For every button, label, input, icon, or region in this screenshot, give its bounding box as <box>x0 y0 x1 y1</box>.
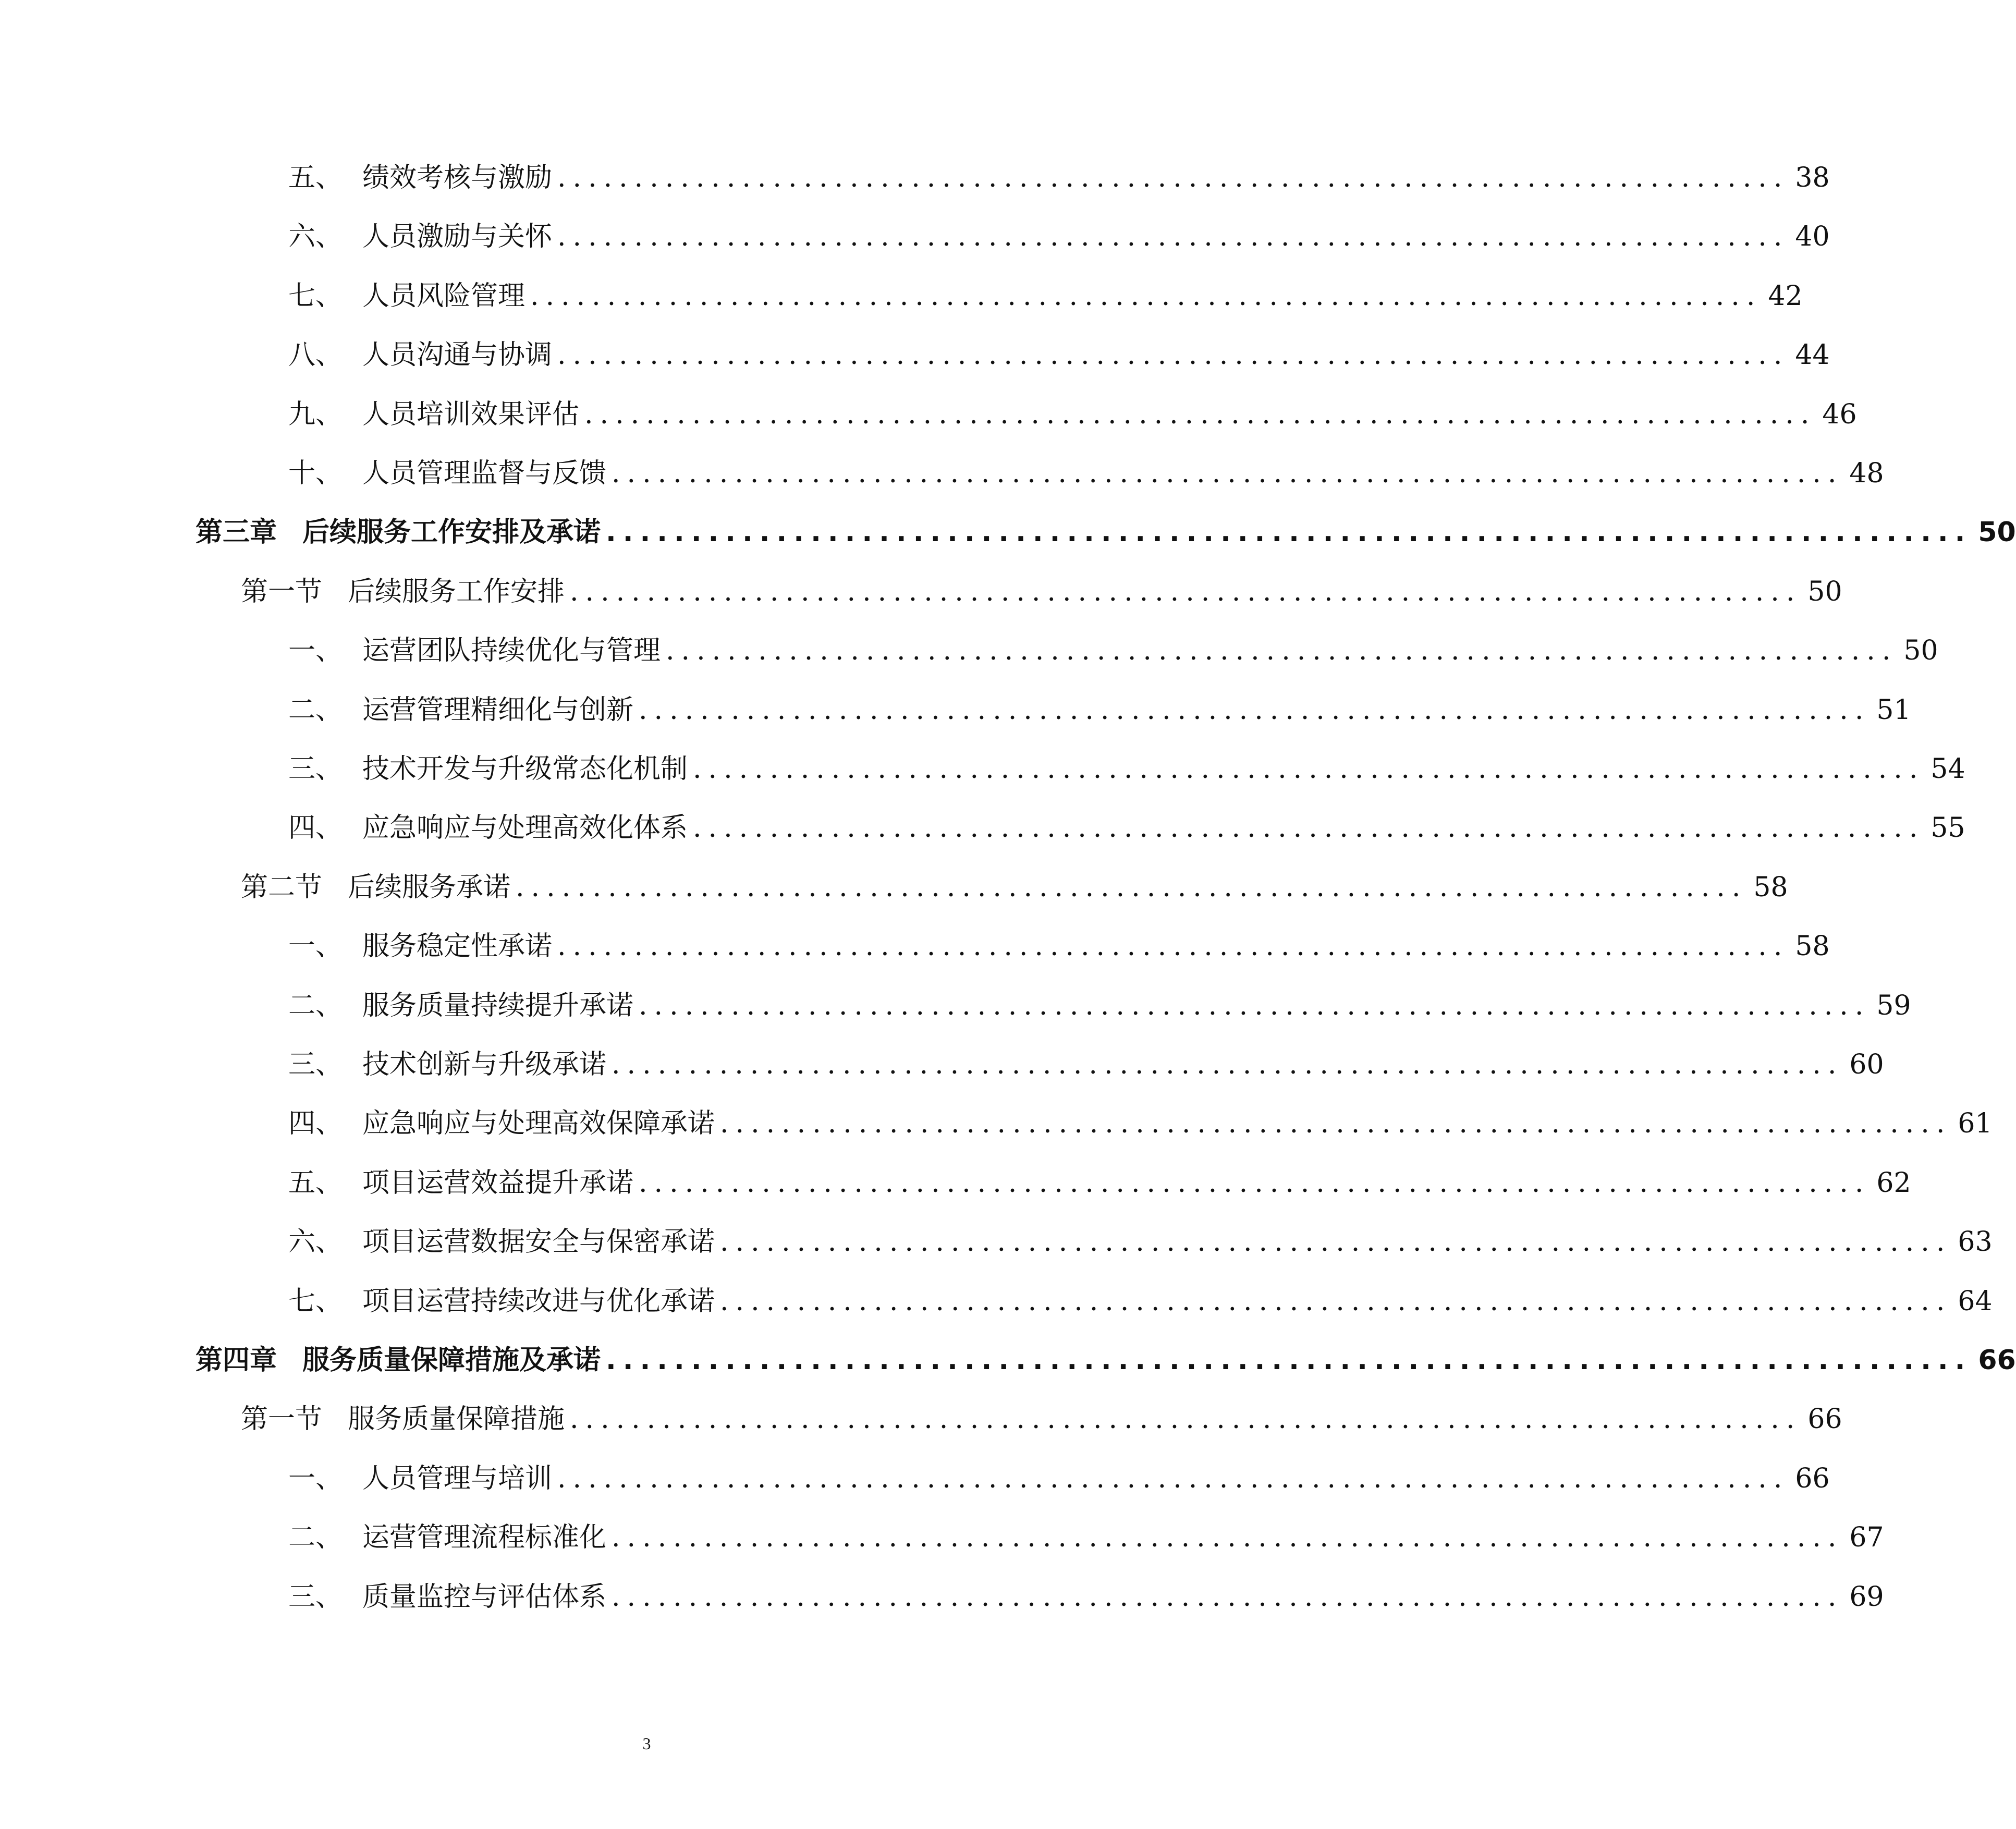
toc-dot-leader: ................................................................................ <box>606 1345 1972 1376</box>
toc-entry-title: 服务质量保障措施及承诺 <box>302 1345 601 1376</box>
toc-entry-page: 54 <box>1931 753 1965 785</box>
toc-entry-item[interactable] <box>288 1455 1830 1502</box>
toc-entry-title: 运营管理精细化与创新 <box>362 694 634 726</box>
toc-entry-section[interactable] <box>241 864 1788 911</box>
toc-entry-number: 三、 <box>288 1581 343 1613</box>
toc-entry-title: 人员沟通与协调 <box>362 339 553 371</box>
toc-entry-title: 服务质量持续提升承诺 <box>362 990 634 1021</box>
toc-entry-number: 七、 <box>288 1286 343 1317</box>
toc-dot-leader: ................................................................................ <box>530 281 1762 312</box>
toc-dot-leader: ................................................................................ <box>612 1049 1843 1080</box>
toc-entry-item[interactable] <box>288 450 1884 497</box>
toc-entry-item[interactable] <box>288 687 1911 734</box>
toc-entry-page: 48 <box>1849 458 1884 489</box>
toc-dot-leader: ................................................................................ <box>557 162 1789 193</box>
toc-entry-item[interactable] <box>288 213 1830 260</box>
toc-entry-page: 66 <box>1795 1463 1830 1494</box>
toc-entry-number: 第四章 <box>196 1345 277 1376</box>
toc-entry-chapter[interactable] <box>196 1337 2016 1384</box>
toc-entry-page: 67 <box>1849 1522 1884 1553</box>
toc-dot-leader: ................................................................................ <box>612 458 1843 489</box>
toc-dot-leader: ................................................................................ <box>612 1581 1843 1613</box>
toc-entry-chapter[interactable] <box>196 509 2016 556</box>
toc-entry-section[interactable] <box>241 568 1842 615</box>
toc-entry-page: 58 <box>1795 931 1830 962</box>
toc-entry-page: 51 <box>1876 694 1911 726</box>
toc-entry-title: 运营团队持续优化与管理 <box>362 635 661 666</box>
toc-entry-number: 六、 <box>288 1226 343 1258</box>
toc-entry-page: 38 <box>1795 162 1830 193</box>
toc-entry-number: 二、 <box>288 990 343 1021</box>
toc-entry-page: 69 <box>1849 1581 1884 1613</box>
toc-entry-number: 一、 <box>288 635 343 666</box>
toc-entry-title: 后续服务工作安排及承诺 <box>302 517 601 548</box>
toc-entry-number: 五、 <box>288 1167 343 1199</box>
toc-entry-number: 第三章 <box>196 517 277 548</box>
toc-entry-number: 十、 <box>288 458 343 489</box>
toc-dot-leader: ................................................................................ <box>693 753 1925 785</box>
toc-entry-item[interactable] <box>288 332 1830 379</box>
toc-entry-title: 服务质量保障措施 <box>348 1404 565 1435</box>
toc-dot-leader: ................................................................................ <box>557 931 1789 962</box>
toc-entry-item[interactable] <box>288 1160 1911 1206</box>
toc-entry-number: 一、 <box>288 931 343 962</box>
toc-entry-title: 项目运营数据安全与保密承诺 <box>362 1226 715 1258</box>
toc-dot-leader: ................................................................................ <box>570 576 1802 607</box>
toc-entry-item[interactable] <box>288 1278 1993 1325</box>
toc-entry-number: 四、 <box>288 812 343 844</box>
toc-entry-item[interactable] <box>288 1574 1884 1620</box>
toc-entry-title: 技术创新与升级承诺 <box>362 1049 607 1080</box>
toc-entry-title: 应急响应与处理高效保障承诺 <box>362 1108 715 1139</box>
toc-entry-number: 第一节 <box>241 576 323 607</box>
toc-dot-leader: ................................................................................ <box>557 339 1789 371</box>
toc-dot-leader: ................................................................................ <box>606 517 1972 548</box>
toc-dot-leader: ................................................................................ <box>720 1108 1952 1139</box>
toc-entry-page: 46 <box>1822 399 1857 430</box>
toc-entry-item[interactable] <box>288 746 1965 792</box>
toc-entry-page: 55 <box>1931 812 1965 844</box>
toc-entry-page: 66 <box>1807 1404 1842 1435</box>
toc-dot-leader: ................................................................................ <box>639 990 1871 1021</box>
toc-entry-number: 二、 <box>288 694 343 726</box>
toc-entry-title: 应急响应与处理高效化体系 <box>362 812 688 844</box>
toc-dot-leader: ................................................................................ <box>570 1404 1802 1435</box>
toc-entry-title: 人员管理与培训 <box>362 1463 553 1494</box>
toc-entry-page: 50 <box>1903 635 1938 666</box>
toc-entry-title: 服务稳定性承诺 <box>362 931 553 962</box>
toc-entry-number: 八、 <box>288 339 343 371</box>
toc-dot-leader: ................................................................................ <box>612 1522 1843 1553</box>
toc-entry-page: 50 <box>1807 576 1842 607</box>
toc-entry-title: 人员激励与关怀 <box>362 221 553 252</box>
toc-dot-leader: ................................................................................ <box>639 1167 1871 1199</box>
toc-entry-title: 运营管理流程标准化 <box>362 1522 607 1553</box>
toc-entry-title: 项目运营效益提升承诺 <box>362 1167 634 1199</box>
toc-entry-title: 人员培训效果评估 <box>362 399 580 430</box>
toc-entry-number: 三、 <box>288 753 343 785</box>
toc-entry-item[interactable] <box>288 627 1938 674</box>
toc-entry-title: 质量监控与评估体系 <box>362 1581 607 1613</box>
toc-dot-leader: ................................................................................ <box>557 221 1789 252</box>
toc-entry-number: 二、 <box>288 1522 343 1553</box>
toc-dot-leader: ................................................................................ <box>693 812 1925 844</box>
toc-entry-title: 项目运营持续改进与优化承诺 <box>362 1286 715 1317</box>
toc-entry-page: 64 <box>1958 1286 1993 1317</box>
toc-entry-number: 第二节 <box>241 872 323 903</box>
toc-entry-number: 七、 <box>288 281 343 312</box>
toc-entry-page: 66 <box>1978 1345 2016 1376</box>
toc-entry-item[interactable] <box>288 391 1857 438</box>
toc-entry-section[interactable] <box>241 1396 1842 1443</box>
toc-entry-page: 40 <box>1795 221 1830 252</box>
toc-entry-title: 绩效考核与激励 <box>362 162 553 193</box>
page-number: 3 <box>642 1734 651 1753</box>
toc-entry-title: 技术开发与升级常态化机制 <box>362 753 688 785</box>
toc-entry-number: 第一节 <box>241 1404 323 1435</box>
toc-entry-item[interactable] <box>288 154 1830 201</box>
toc-entry-item[interactable] <box>288 273 1803 320</box>
toc-dot-leader: ................................................................................ <box>720 1226 1952 1258</box>
toc-entry-page: 59 <box>1876 990 1911 1021</box>
toc-dot-leader: ................................................................................ <box>516 872 1748 903</box>
toc-dot-leader: ................................................................................ <box>557 1463 1789 1494</box>
toc-entry-number: 九、 <box>288 399 343 430</box>
toc-entry-item[interactable] <box>288 1514 1884 1561</box>
toc-entry-page: 60 <box>1849 1049 1884 1080</box>
toc-entry-item[interactable] <box>288 982 1911 1029</box>
toc-entry-page: 44 <box>1795 339 1830 371</box>
toc-entry-item[interactable] <box>288 804 1965 851</box>
toc-entry-number: 四、 <box>288 1108 343 1139</box>
toc-entry-item[interactable] <box>288 923 1830 970</box>
toc-entry-page: 42 <box>1768 281 1803 312</box>
toc-entry-title: 人员风险管理 <box>362 281 526 312</box>
toc-entry-page: 58 <box>1753 872 1788 903</box>
toc-entry-page: 63 <box>1958 1226 1993 1258</box>
toc-entry-number: 一、 <box>288 1463 343 1494</box>
toc-dot-leader: ................................................................................ <box>666 635 1898 666</box>
toc-entry-title: 人员管理监督与反馈 <box>362 458 607 489</box>
toc-entry-title: 后续服务承诺 <box>348 872 511 903</box>
toc-entry-number: 五、 <box>288 162 343 193</box>
toc-entry-item[interactable] <box>288 1041 1884 1088</box>
toc-dot-leader: ................................................................................ <box>720 1286 1952 1317</box>
toc-entry-item[interactable] <box>288 1100 1993 1147</box>
toc-dot-leader: ................................................................................ <box>584 399 1816 430</box>
toc-entry-page: 61 <box>1958 1108 1993 1139</box>
toc-dot-leader: ................................................................................ <box>639 694 1871 726</box>
toc-entry-number: 三、 <box>288 1049 343 1080</box>
toc-entry-title: 后续服务工作安排 <box>348 576 565 607</box>
toc-entry-number: 六、 <box>288 221 343 252</box>
toc-entry-page: 50 <box>1978 517 2016 548</box>
toc-entry-item[interactable] <box>288 1218 1993 1265</box>
toc-entry-page: 62 <box>1876 1167 1911 1199</box>
